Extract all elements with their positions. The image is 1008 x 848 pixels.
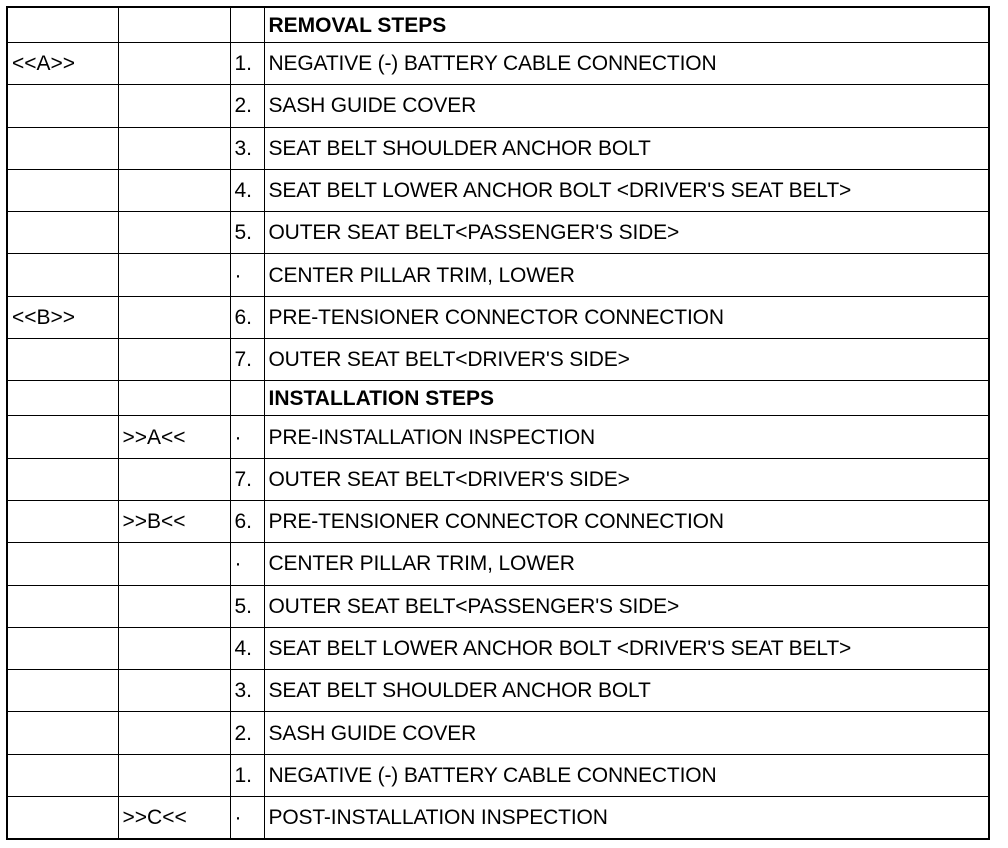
step-name-cell: SASH GUIDE COVER bbox=[264, 85, 988, 127]
ref-removal-cell bbox=[8, 754, 118, 796]
ref-removal-cell bbox=[8, 254, 118, 296]
step-name-cell: SEAT BELT LOWER ANCHOR BOLT <DRIVER'S SEAT BELT> bbox=[264, 627, 988, 669]
ref-installation-cell bbox=[118, 212, 230, 254]
ref-installation-cell bbox=[118, 127, 230, 169]
ref-removal-cell: <<B>> bbox=[8, 296, 118, 338]
step-name-cell: CENTER PILLAR TRIM, LOWER bbox=[264, 254, 988, 296]
step-number-cell: 7. bbox=[230, 339, 264, 381]
step-name-cell: OUTER SEAT BELT<DRIVER'S SIDE> bbox=[264, 339, 988, 381]
ref-removal-cell bbox=[8, 712, 118, 754]
step-name-cell: PRE-TENSIONER CONNECTOR CONNECTION bbox=[264, 296, 988, 338]
ref-installation-cell bbox=[118, 543, 230, 585]
ref-removal-cell bbox=[8, 8, 118, 43]
step-name-cell: SASH GUIDE COVER bbox=[264, 712, 988, 754]
step-name-cell: SEAT BELT SHOULDER ANCHOR BOLT bbox=[264, 670, 988, 712]
step-number-cell: 6. bbox=[230, 500, 264, 542]
ref-removal-cell bbox=[8, 627, 118, 669]
step-number-cell bbox=[230, 8, 264, 43]
installation-step-row bbox=[8, 797, 988, 838]
ref-installation-cell bbox=[118, 627, 230, 669]
ref-installation-cell: >>B<< bbox=[118, 500, 230, 542]
installation-step-row bbox=[8, 543, 988, 585]
installation-step-row bbox=[8, 500, 988, 542]
installation-step-row bbox=[8, 712, 988, 754]
ref-removal-cell bbox=[8, 339, 118, 381]
ref-installation-cell bbox=[118, 712, 230, 754]
step-name-cell: OUTER SEAT BELT<DRIVER'S SIDE> bbox=[264, 458, 988, 500]
removal-step-row bbox=[8, 169, 988, 211]
ref-removal-cell bbox=[8, 212, 118, 254]
installation-heading-row bbox=[8, 381, 988, 416]
installation-steps-heading: INSTALLATION STEPS bbox=[264, 381, 988, 416]
installation-step-row bbox=[8, 627, 988, 669]
ref-installation-cell bbox=[118, 296, 230, 338]
ref-removal-cell bbox=[8, 169, 118, 211]
procedure-table bbox=[8, 8, 988, 838]
installation-step-row bbox=[8, 416, 988, 458]
step-number-cell: 2. bbox=[230, 712, 264, 754]
ref-removal-cell bbox=[8, 797, 118, 838]
step-number-cell: 2. bbox=[230, 85, 264, 127]
ref-installation-cell bbox=[118, 670, 230, 712]
ref-removal-cell bbox=[8, 85, 118, 127]
removal-heading-row bbox=[8, 8, 988, 43]
ref-installation-cell bbox=[118, 43, 230, 85]
step-number-cell: 4. bbox=[230, 627, 264, 669]
procedure-sheet bbox=[6, 6, 990, 840]
procedure-table-body bbox=[8, 8, 988, 838]
ref-installation-cell bbox=[118, 254, 230, 296]
step-number-cell: 5. bbox=[230, 212, 264, 254]
step-number-cell: · bbox=[230, 543, 264, 585]
ref-removal-cell bbox=[8, 670, 118, 712]
step-number-cell: 3. bbox=[230, 127, 264, 169]
ref-removal-cell bbox=[8, 416, 118, 458]
step-number-cell: · bbox=[230, 797, 264, 838]
step-name-cell: SEAT BELT SHOULDER ANCHOR BOLT bbox=[264, 127, 988, 169]
ref-installation-cell bbox=[118, 169, 230, 211]
step-name-cell: OUTER SEAT BELT<PASSENGER'S SIDE> bbox=[264, 585, 988, 627]
ref-removal-cell: <<A>> bbox=[8, 43, 118, 85]
step-number-cell: 7. bbox=[230, 458, 264, 500]
ref-installation-cell bbox=[118, 458, 230, 500]
step-name-cell: PRE-TENSIONER CONNECTOR CONNECTION bbox=[264, 500, 988, 542]
step-number-cell: · bbox=[230, 416, 264, 458]
removal-step-row bbox=[8, 296, 988, 338]
ref-installation-cell: >>A<< bbox=[118, 416, 230, 458]
step-number-cell bbox=[230, 381, 264, 416]
ref-installation-cell bbox=[118, 754, 230, 796]
ref-removal-cell bbox=[8, 500, 118, 542]
step-name-cell: NEGATIVE (-) BATTERY CABLE CONNECTION bbox=[264, 43, 988, 85]
step-number-cell: 4. bbox=[230, 169, 264, 211]
ref-removal-cell bbox=[8, 458, 118, 500]
ref-removal-cell bbox=[8, 585, 118, 627]
removal-step-row bbox=[8, 127, 988, 169]
removal-step-row bbox=[8, 85, 988, 127]
installation-step-row bbox=[8, 458, 988, 500]
ref-installation-cell bbox=[118, 339, 230, 381]
step-number-cell: 6. bbox=[230, 296, 264, 338]
ref-installation-cell: >>C<< bbox=[118, 797, 230, 838]
removal-step-row bbox=[8, 254, 988, 296]
removal-steps-heading: REMOVAL STEPS bbox=[264, 8, 988, 43]
step-name-cell: SEAT BELT LOWER ANCHOR BOLT <DRIVER'S SEAT BELT> bbox=[264, 169, 988, 211]
step-number-cell: 5. bbox=[230, 585, 264, 627]
removal-step-row bbox=[8, 212, 988, 254]
ref-removal-cell bbox=[8, 127, 118, 169]
ref-removal-cell bbox=[8, 381, 118, 416]
ref-installation-cell bbox=[118, 8, 230, 43]
removal-step-row bbox=[8, 43, 988, 85]
ref-installation-cell bbox=[118, 585, 230, 627]
step-name-cell: POST-INSTALLATION INSPECTION bbox=[264, 797, 988, 838]
step-number-cell: 3. bbox=[230, 670, 264, 712]
step-number-cell: 1. bbox=[230, 43, 264, 85]
step-name-cell: PRE-INSTALLATION INSPECTION bbox=[264, 416, 988, 458]
ref-installation-cell bbox=[118, 85, 230, 127]
installation-step-row bbox=[8, 670, 988, 712]
step-name-cell: OUTER SEAT BELT<PASSENGER'S SIDE> bbox=[264, 212, 988, 254]
step-number-cell: · bbox=[230, 254, 264, 296]
installation-step-row bbox=[8, 585, 988, 627]
step-number-cell: 1. bbox=[230, 754, 264, 796]
removal-step-row bbox=[8, 339, 988, 381]
step-name-cell: NEGATIVE (-) BATTERY CABLE CONNECTION bbox=[264, 754, 988, 796]
ref-removal-cell bbox=[8, 543, 118, 585]
installation-step-row bbox=[8, 754, 988, 796]
step-name-cell: CENTER PILLAR TRIM, LOWER bbox=[264, 543, 988, 585]
ref-installation-cell bbox=[118, 381, 230, 416]
